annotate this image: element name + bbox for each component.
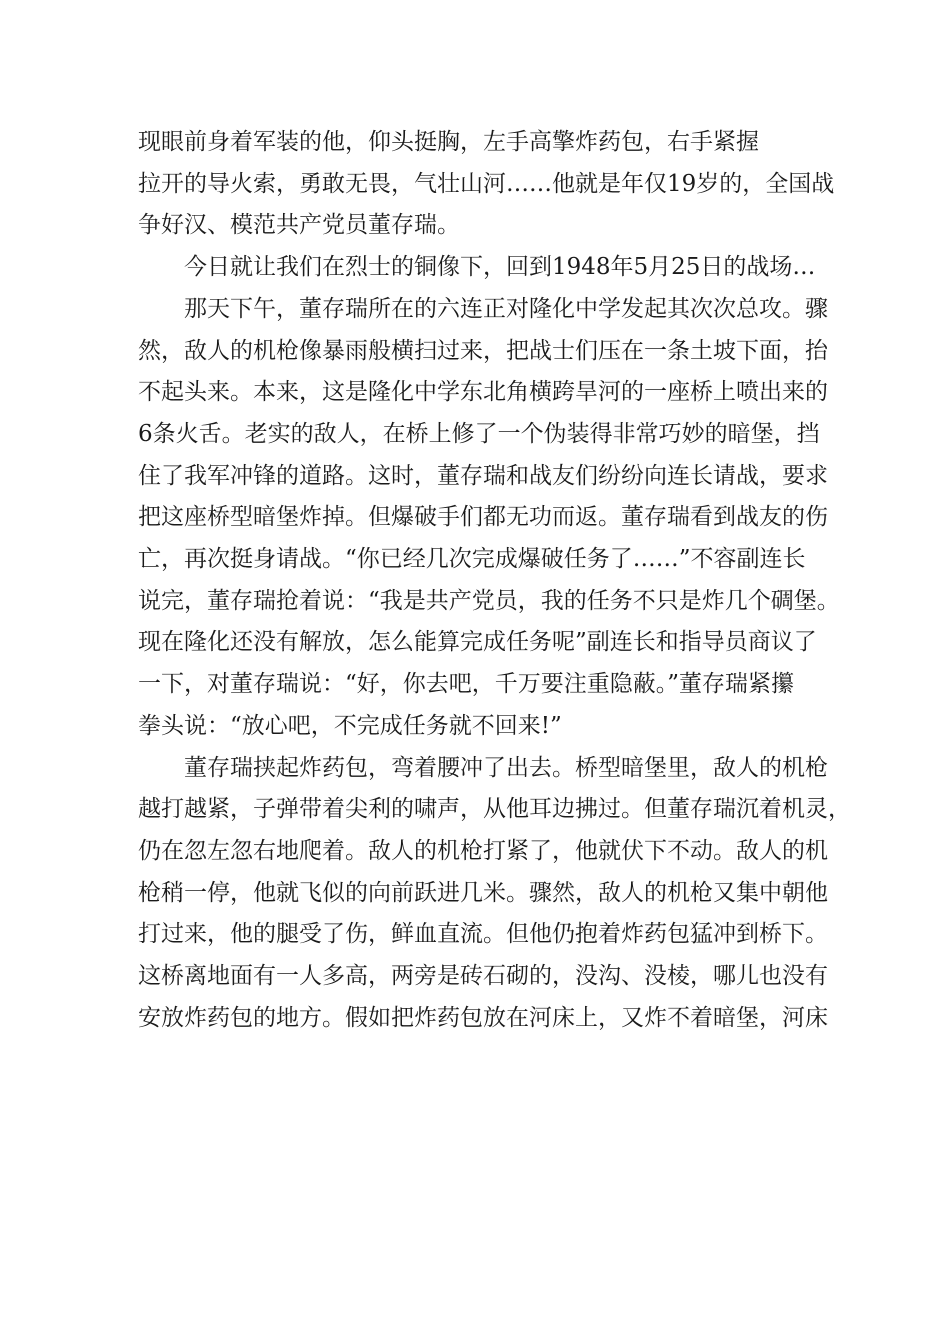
paragraph [138,122,835,247]
text-line: 一下，对董存瑞说：“好，你去吧，千万要注重隐蔽。”董存瑞紧攥 [138,671,795,698]
text-line: 亡，再次挺身请战。“你已经几次完成爆破任务了……”不容副连长 [138,546,806,573]
text-line: 然，敌人的机枪像暴雨般横扫过来，把战士们压在一条土坡下面，抬 [138,337,828,364]
text-line: 越打越紧，子弹带着尖利的啸声，从他耳边拂过。但董存瑞沉着机灵， [138,796,851,823]
text-line: 现在隆化还没有解放，怎么能算完成任务呢”副连长和指导员商议了 [138,629,817,656]
text-line: 董存瑞挟起炸药包，弯着腰冲了出去。桥型暗堡里，敌人的机枪 [184,754,828,781]
text-line: 仍在忽左忽右地爬着。敌人的机枪打紧了，他就伏下不动。敌人的机 [138,837,828,864]
text-line: 6条火舌。老实的敌人，在桥上修了一个伪装得非常巧妙的暗堡，挡 [138,420,820,447]
text-line: 现眼前身着军装的他，仰头挺胸，左手高擎炸药包，右手紧握 [138,129,759,155]
paragraph [138,289,840,748]
text-line: 拳头说：“放心吧，不完成任务就不回来!” [138,712,562,739]
text-line: 这桥离地面有一人多高，两旁是砖石砌的，没沟、没棱，哪儿也没有 [138,963,828,990]
text-line: 说完，董存瑞抢着说：“我是共产党员，我的任务不只是炸几个碉堡。 [138,587,840,614]
text-line: 住了我军冲锋的道路。这时，董存瑞和战友们纷纷向连长请战，要求 [138,462,828,489]
text-line: 不起头来。本来，这是隆化中学东北角横跨旱河的一座桥上喷出来的 [138,379,828,406]
text-line: 拉开的导火索，勇敢无畏，气壮山河……他就是年仅19岁的，全国战 [138,170,835,197]
text-line: 打过来，他的腿受了伤，鲜血直流。但他仍抱着炸药包猛冲到桥下。 [138,921,828,948]
paragraph [138,247,828,289]
paragraph [138,748,851,1040]
text-line: 枪稍一停，他就飞似的向前跃进几米。骤然，敌人的机枪又集中朝他 [138,879,828,906]
text-line: 争好汉、模范共产党员董存瑞。 [138,212,460,239]
text-line: 安放炸药包的地方。假如把炸药包放在河床上，又炸不着暗堡，河床 [138,1004,828,1031]
text-line: 把这座桥型暗堡炸掉。但爆破手们都无功而返。董存瑞看到战友的伤 [138,504,828,531]
body-text [138,122,851,1039]
text-line: 今日就让我们在烈士的铜像下，回到1948年5月25日的战场… [184,254,816,281]
text-line: 那天下午，董存瑞所在的六连正对隆化中学发起其次次总攻。骤 [184,295,828,322]
